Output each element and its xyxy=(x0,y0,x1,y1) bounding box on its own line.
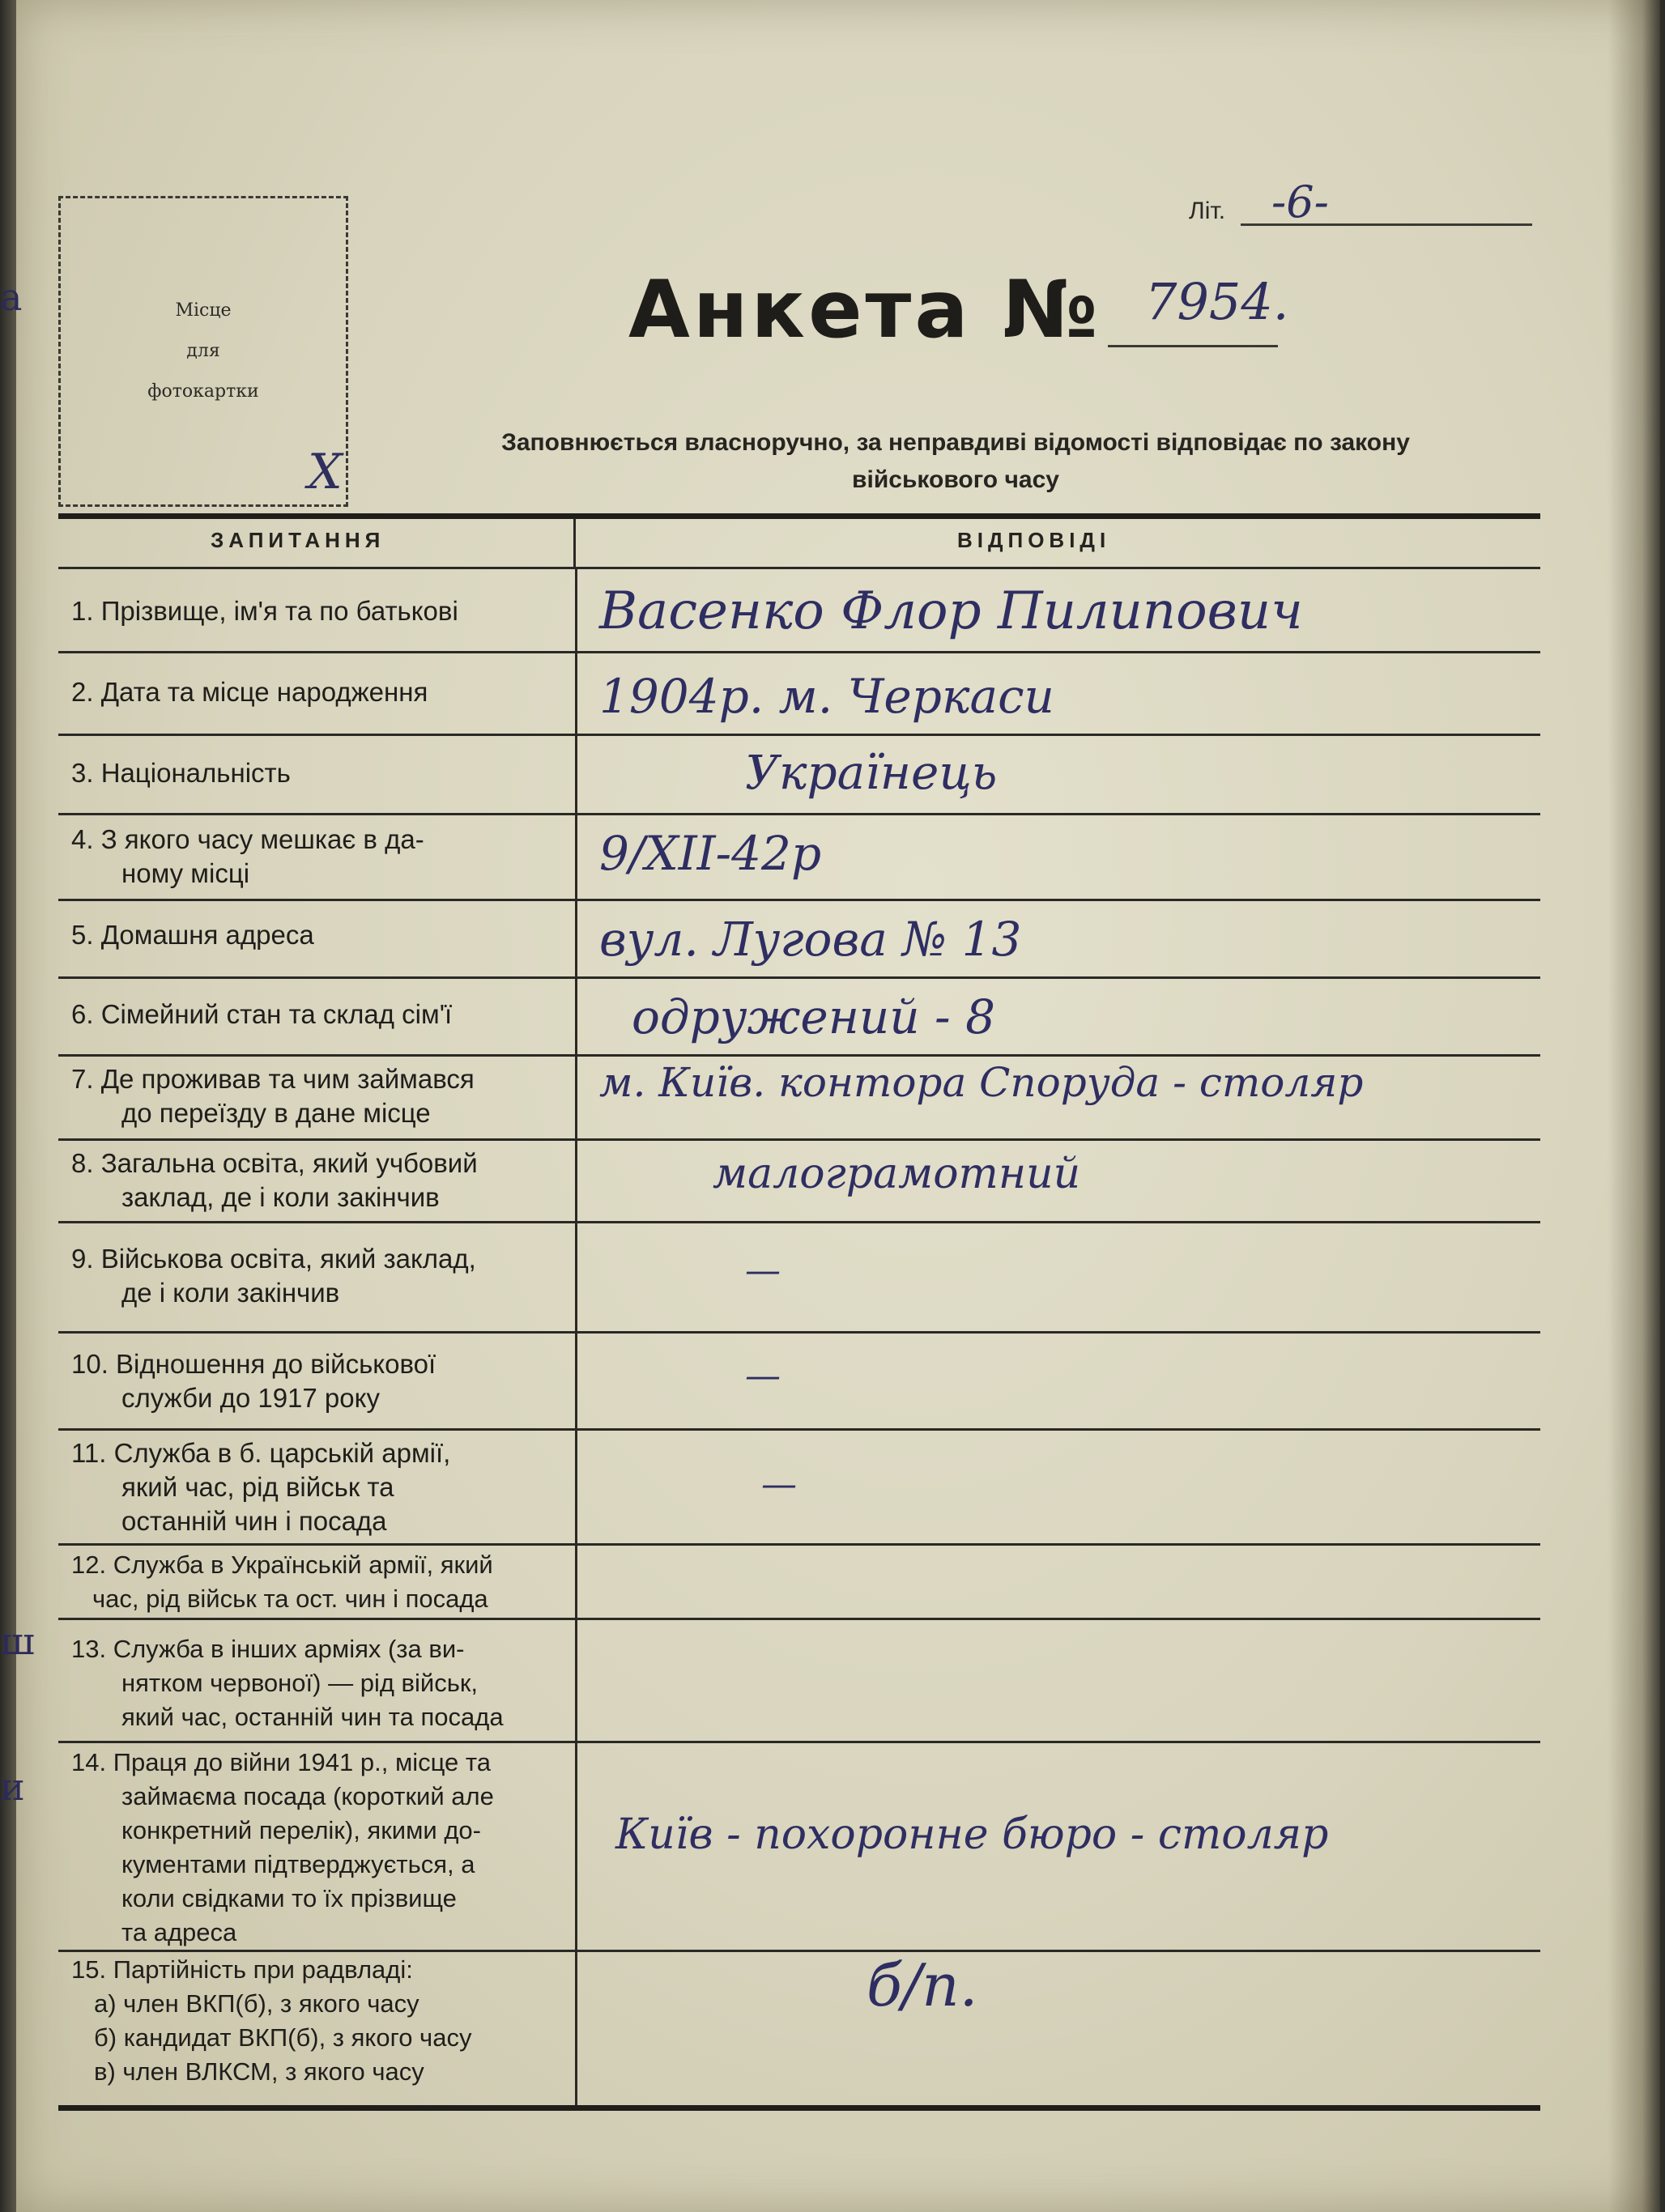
question-11 xyxy=(71,1436,565,1538)
photo-label-line1: Місце xyxy=(175,300,232,321)
question-4-line2: ному місці xyxy=(121,858,250,888)
answer-1: Васенко Флор Пилипович xyxy=(599,581,1303,641)
row-separator xyxy=(58,976,1540,979)
instruction-line1: Заповнюється власноручно, за неправдиві відомості відповідає по закону xyxy=(501,429,1410,456)
question-6 xyxy=(71,998,557,1032)
question-7-line1: 7. Де проживав та чим займався xyxy=(71,1064,475,1094)
form-number: 7954. xyxy=(1145,272,1289,331)
question-8-line2: заклад, де і коли закінчив xyxy=(121,1182,440,1212)
question-13 xyxy=(71,1632,586,1734)
question-9 xyxy=(71,1242,565,1310)
question-14-line3: конкретний перелік), якими до- xyxy=(121,1816,481,1844)
table-header-rule xyxy=(58,567,1540,569)
row-separator xyxy=(58,1054,1540,1057)
sheet-number: -6- xyxy=(1271,177,1329,228)
row-separator xyxy=(58,1331,1540,1334)
question-15-line4: в) член ВЛКСМ, з якого часу xyxy=(94,2057,424,2086)
question-10-line2: служби до 1917 року xyxy=(121,1383,380,1413)
answer-15: б/п. xyxy=(867,1951,978,2019)
question-7-line2: до переїзду в дане місце xyxy=(121,1098,431,1128)
page-edge xyxy=(1608,0,1665,2212)
question-9-line1: 9. Військова освіта, який заклад, xyxy=(71,1244,476,1274)
row-separator xyxy=(58,1741,1540,1743)
form-title: Анкета № xyxy=(628,264,1101,356)
question-4 xyxy=(71,823,557,891)
question-13-line2: нятком червоної) — рід військ, xyxy=(121,1669,479,1697)
row-separator xyxy=(58,651,1540,653)
question-14 xyxy=(71,1746,590,1950)
question-3 xyxy=(71,756,557,790)
row-separator xyxy=(58,813,1540,815)
answer-10: — xyxy=(745,1355,781,1397)
answer-4: 9/XII-42р xyxy=(599,826,822,881)
row-separator xyxy=(58,1543,1540,1546)
question-14-line5: коли свідками то їх прізвище xyxy=(121,1884,457,1912)
question-15-line2: а) член ВКП(б), з якого часу xyxy=(94,1989,419,2018)
question-4-line1: 4. З якого часу мешкає в да- xyxy=(71,824,424,854)
row-separator xyxy=(58,1428,1540,1431)
question-2 xyxy=(71,675,557,709)
question-10 xyxy=(71,1347,565,1415)
question-9-line2: де і коли закінчив xyxy=(121,1278,340,1308)
question-14-line6: та адреса xyxy=(121,1918,237,1946)
photo-label-line3: фотокартки xyxy=(147,381,259,402)
question-14-line4: кументами підтверджується, а xyxy=(121,1850,475,1878)
question-15 xyxy=(71,1953,590,2089)
row-separator xyxy=(58,1618,1540,1620)
row-separator xyxy=(58,1221,1540,1223)
answer-3: Українець xyxy=(745,745,998,800)
row-separator xyxy=(58,1950,1540,1952)
question-13-line3: який час, останній чин та посада xyxy=(121,1703,504,1731)
question-11-line3: останній чин і посада xyxy=(121,1506,387,1536)
row-separator xyxy=(58,734,1540,736)
answer-5: вул. Лугова № 13 xyxy=(599,912,1022,967)
question-14-line1: 14. Праця до війни 1941 р., місце та xyxy=(71,1748,491,1776)
answer-2: 1904р. м. Черкаси xyxy=(599,669,1054,724)
table-bottom-rule xyxy=(58,2105,1540,2111)
table-top-rule xyxy=(58,513,1540,519)
question-5 xyxy=(71,918,557,952)
row-separator xyxy=(58,1138,1540,1141)
question-1 xyxy=(71,594,557,628)
header-divider xyxy=(573,518,576,567)
question-11-line1: 11. Служба в б. царській армії, xyxy=(71,1438,451,1468)
instruction-line2: військового часу xyxy=(852,466,1059,493)
answer-6: одружений - 8 xyxy=(632,989,995,1044)
photo-mark: X xyxy=(308,444,343,500)
question-8-line1: 8. Загальна освіта, який учбовий xyxy=(71,1148,478,1178)
answer-14: Київ - похоронне бюро - столяр xyxy=(615,1810,1329,1859)
question-14-line2: займаєма посада (короткий але xyxy=(121,1782,494,1810)
question-7 xyxy=(71,1062,565,1130)
question-12-line2: час, рід військ та ост. чин і посада xyxy=(92,1585,488,1613)
answer-8: малограмотний xyxy=(713,1150,1081,1198)
row-separator xyxy=(58,899,1540,901)
answer-9: — xyxy=(745,1250,781,1291)
question-15-line3: б) кандидат ВКП(б), з якого часу xyxy=(94,2023,472,2052)
column-header-questions: ЗАПИТАННЯ xyxy=(211,528,385,552)
question-15-line1: 15. Партійність при радвладі: xyxy=(71,1955,413,1984)
question-3-text: 3. Національність xyxy=(71,758,291,788)
question-11-line2: який час, рід військ та xyxy=(121,1472,394,1502)
question-13-line1: 13. Служба в інших арміях (за ви- xyxy=(71,1635,465,1663)
question-1-text: 1. Прізвище, ім'я та по батькові xyxy=(71,596,458,626)
question-6-text: 6. Сімейний стан та склад сім'ї xyxy=(71,999,453,1029)
question-12 xyxy=(71,1548,581,1616)
answer-11: — xyxy=(761,1464,797,1505)
question-2-text: 2. Дата та місце народження xyxy=(71,677,428,707)
column-header-answers: ВІДПОВІДІ xyxy=(957,528,1111,552)
question-5-text: 5. Домашня адреса xyxy=(71,920,314,950)
sheet-label: Літ. xyxy=(1189,198,1226,224)
question-10-line1: 10. Відношення до військової xyxy=(71,1349,436,1379)
form-number-underline xyxy=(1108,345,1278,347)
question-8 xyxy=(71,1146,565,1214)
previous-page-edge: а ш и xyxy=(0,275,35,1809)
answer-7: м. Київ. контора Споруда - столяр xyxy=(599,1059,1364,1106)
photo-label-line2: для xyxy=(186,341,220,361)
question-12-line1: 12. Служба в Українській армії, який xyxy=(71,1551,493,1579)
photo-placeholder xyxy=(58,196,348,507)
form-instruction xyxy=(381,424,1531,499)
